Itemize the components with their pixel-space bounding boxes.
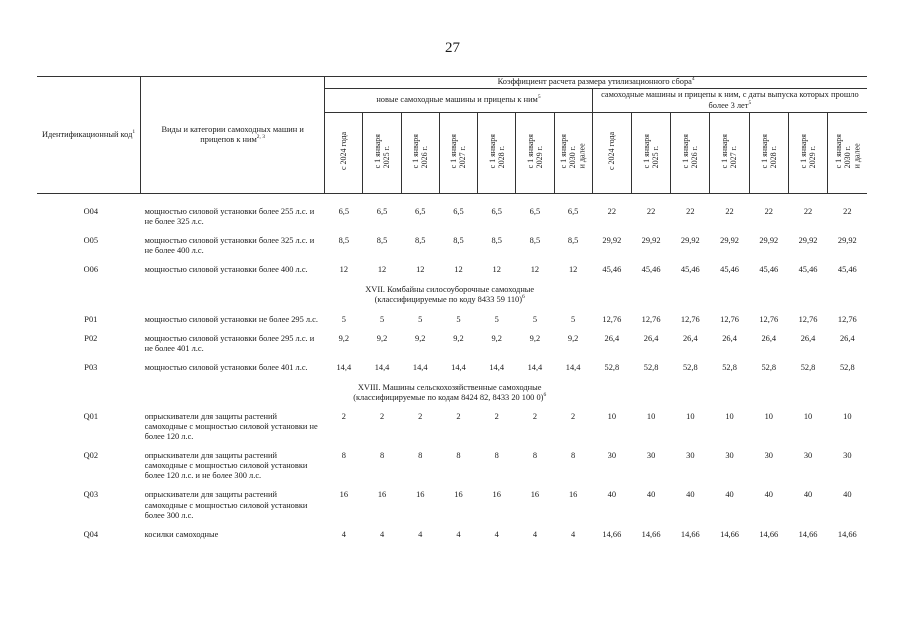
row-coefficient-value: 40 [686,490,695,500]
header-new-footnote: 5 [537,94,541,101]
header-year-label: с 1 января 2028 г. [759,134,778,169]
row-coefficient-value: 9,2 [491,333,502,343]
table-row [37,447,867,486]
row-coefficient-value: 9,2 [529,333,541,343]
section-footnote: 6 [522,294,525,301]
row-code: P02 [84,333,98,343]
header-year-old-6 [828,113,867,194]
row-coefficient-value: 8 [532,451,537,461]
row-coefficient-value: 40 [764,490,773,500]
row-coefficient-value: 52,8 [643,362,659,372]
row-coefficient-value: 30 [607,451,617,461]
table-row [37,311,867,330]
row-coefficient-value: 30 [646,451,656,461]
row-code: O05 [83,236,99,246]
row-coefficient-value: 14,4 [527,362,543,372]
section-codes: (классифицируемые по кодам 8424 82, 8433 20 100 0) [353,392,544,402]
row-coefficient-value: 6,5 [453,207,464,216]
header-year-label: с 1 января 2030 г. и далее [833,134,862,169]
row-coefficient-value: 5 [418,314,423,324]
row-coefficient-value: 52,8 [722,362,737,372]
row-coefficient-value: 26,4 [604,333,620,343]
row-coefficient-value: 5 [341,314,346,324]
row-coefficient-value: 8,5 [453,236,464,246]
row-coefficient-value: 26,4 [839,333,855,343]
header-year-label: с 1 января 2025 г. [372,134,392,169]
row-coefficient-value: 52,8 [604,362,620,372]
row-coefficient-value: 52,8 [761,362,777,372]
row-coefficient-value: 40 [843,490,852,500]
row-coefficient-value: 14,66 [798,529,818,539]
section-heading [325,280,867,310]
row-coefficient-value: 8,5 [338,236,350,246]
row-coefficient-value: 26,4 [722,333,737,343]
row-coefficient-value: 40 [607,490,617,500]
row-coefficient-value: 12,76 [680,314,700,324]
header-year-new-2 [401,113,439,194]
row-coefficient-value: 45,46 [759,265,779,275]
table-row [37,232,867,261]
row-coefficient-value: 10 [607,412,617,422]
row-coefficient-value: 8 [456,451,461,461]
row-coefficient-value: 14,66 [641,529,661,539]
table-row [37,486,867,525]
row-coefficient-value: 6,5 [338,207,350,216]
row-coefficient-value: 52,8 [839,362,855,372]
row-coefficient-value: 16 [530,490,540,500]
row-coefficient-value: 29,92 [759,236,779,246]
header-coefficient-footnote: 4 [691,76,695,83]
row-coefficient-value: 14,4 [565,362,581,372]
row-coefficient-value: 9,2 [338,333,350,343]
row-coefficient-value: 2 [456,412,461,422]
header-year-label: с 1 января 2025 г. [641,134,661,169]
row-coefficient-value: 10 [686,412,695,422]
row-coefficient-value: 2 [379,412,385,422]
table-row [37,194,867,233]
row-coefficient-value: 12 [377,265,387,275]
row-coefficient-value: 22 [646,207,656,216]
row-coefficient-value: 5 [379,314,385,324]
row-code: O04 [83,207,99,216]
section-heading [325,378,867,408]
row-description: опрыскиватели для защиты растений самоходные с мощностью силовой установки более 300 л.с. [144,490,308,520]
utilization-fee-table [37,76,867,545]
header-year-label: с 1 января 2028 г. [487,134,506,169]
row-coefficient-value: 16 [568,490,578,500]
row-coefficient-value: 5 [532,314,537,324]
row-coefficient-value: 14,4 [451,362,466,372]
page-number: 27 [445,40,460,56]
header-id-label: Идентификационный код [41,129,133,139]
row-coefficient-value: 16 [492,490,501,500]
row-coefficient-value: 26,4 [682,333,698,343]
row-coefficient-value: 4 [494,529,499,539]
row-coefficient-value: 29,92 [602,236,622,246]
header-category-label: Виды и категории самоходных машин и прицепов к ним [161,124,304,144]
row-coefficient-value: 22 [764,207,773,216]
table-row [37,526,867,545]
table-header [37,77,867,194]
row-coefficient-value: 2 [418,412,423,422]
row-coefficient-value: 6,5 [491,207,502,216]
header-coefficient-label: Коэффициент расчета размера утилизационного сбора [497,77,692,87]
row-coefficient-value: 16 [377,490,387,500]
row-description: мощностью силовой установки более 255 л.с. и не более 325 л.с. [144,207,315,227]
row-coefficient-value: 12,76 [759,314,779,324]
row-coefficient-value: 12 [416,265,425,275]
row-description: мощностью силовой установки более 400 л.с. [144,265,308,275]
row-coefficient-value: 12 [339,265,348,275]
row-coefficient-value: 29,92 [680,236,700,246]
row-coefficient-value: 29,92 [837,236,857,246]
header-category-footnote: 2, 3 [256,134,266,141]
row-code: Q04 [83,529,99,539]
row-coefficient-value: 22 [686,207,695,216]
row-coefficient-value: 6,5 [415,207,426,216]
row-coefficient-value: 4 [341,529,346,539]
row-coefficient-value: 52,8 [682,362,698,372]
section-footnote: 6 [543,392,547,399]
row-coefficient-value: 8 [341,451,346,461]
row-coefficient-value: 14,66 [680,529,700,539]
row-code: O06 [83,265,99,275]
row-coefficient-value: 5 [571,314,576,324]
row-coefficient-value: 9,2 [567,333,579,343]
row-coefficient-value: 45,46 [680,265,700,275]
table-row [37,330,867,359]
row-coefficient-value: 29,92 [641,236,661,246]
header-year-label: с 1 января 2026 г. [681,134,700,169]
row-description: опрыскиватели для защиты растений самоходные с мощностью силовой установки не более 120 л.с. [144,412,318,442]
row-coefficient-value: 5 [494,314,499,324]
row-coefficient-value: 45,46 [720,265,739,275]
row-coefficient-value: 30 [686,451,695,461]
row-coefficient-value: 12,76 [837,314,857,324]
header-year-label: с 1 января 2030 г. и далее [559,134,587,169]
row-coefficient-value: 4 [418,529,423,539]
row-coefficient-value: 30 [843,451,852,461]
table-row [37,408,867,447]
row-coefficient-value: 4 [532,529,537,539]
row-coefficient-value: 14,4 [374,362,390,372]
row-description: опрыскиватели для защиты растений самоходные с мощностью силовой установки более 120 л.с. и не более 300 л.с. [144,451,308,481]
header-year-old-0 [592,113,631,194]
header-year-old-3 [710,113,749,194]
header-new-machines [325,89,593,113]
section-heading-row [37,378,867,408]
row-coefficient-value: 14,4 [336,362,352,372]
row-coefficient-value: 2 [532,412,537,422]
row-code: Q01 [83,412,99,422]
row-coefficient-value: 4 [379,529,385,539]
header-year-new-6 [554,113,592,194]
table-row [37,261,867,280]
row-coefficient-value: 4 [456,529,461,539]
row-coefficient-value: 22 [607,207,617,216]
header-new-label: новые самоходные машины и прицепы к ним [376,95,538,105]
row-coefficient-value: 9,2 [453,333,464,343]
row-coefficient-value: 8 [379,451,385,461]
header-year-new-3 [439,113,477,194]
row-coefficient-value: 14,66 [602,529,622,539]
row-coefficient-value: 9,2 [415,333,426,343]
row-coefficient-value: 8,5 [376,236,388,246]
row-coefficient-value: 6,5 [567,207,579,216]
row-coefficient-value: 8 [418,451,423,461]
row-coefficient-value: 12,76 [798,314,818,324]
row-coefficient-value: 29,92 [720,236,739,246]
section-heading-row [37,280,867,310]
header-id-code [37,77,141,194]
row-coefficient-value: 40 [646,490,656,500]
row-coefficient-value: 45,46 [641,265,661,275]
row-coefficient-value: 4 [571,529,576,539]
row-coefficient-value: 45,46 [798,265,818,275]
header-id-footnote: 1 [132,129,136,136]
row-coefficient-value: 30 [725,451,734,461]
header-old-footnote: 5 [748,99,752,106]
row-coefficient-value: 26,4 [643,333,659,343]
table-body [37,194,867,545]
header-old-label: самоходные машины и прицепы к ним, с даты выпуска которых прошло более 3 лет [601,90,859,110]
row-description: мощностью силовой установки более 325 л.с. и не более 400 л.с. [144,236,315,256]
row-coefficient-value: 14,66 [837,529,857,539]
row-description: мощностью силовой установки более 401 л.с. [144,362,308,372]
row-code: Q02 [83,451,99,461]
header-category [141,77,325,194]
row-coefficient-value: 26,4 [761,333,777,343]
row-coefficient-value: 22 [843,207,852,216]
row-coefficient-value: 45,46 [602,265,622,275]
row-coefficient-value: 8,5 [529,236,541,246]
row-coefficient-value: 12,76 [641,314,661,324]
row-coefficient-value: 10 [764,412,773,422]
row-coefficient-value: 8,5 [415,236,426,246]
row-coefficient-value: 6,5 [529,207,541,216]
row-description: мощностью силовой установки более 295 л.с. и не более 401 л.с. [144,333,315,353]
row-description: мощностью силовой установки не более 295 л.с. [144,314,318,324]
header-year-label: с 1 января 2029 г. [525,134,544,169]
header-year-new-5 [516,113,554,194]
row-coefficient-value: 14,66 [759,529,779,539]
header-year-new-1 [363,113,401,194]
row-code: P03 [84,362,98,372]
row-coefficient-value: 2 [341,412,346,422]
row-coefficient-value: 12 [454,265,463,275]
row-coefficient-value: 45,46 [837,265,857,275]
section-title: XVII. Комбайны силосоуборочные самоходные [365,285,535,295]
row-coefficient-value: 12 [568,265,578,275]
header-year-label: с 2024 года [607,132,617,171]
row-coefficient-value: 10 [725,412,734,422]
section-title: XVIII. Машины сельскохозяйственные самоходные [357,382,542,392]
header-year-old-5 [788,113,827,194]
row-coefficient-value: 2 [494,412,499,422]
row-coefficient-value: 10 [803,412,813,422]
header-year-label: с 1 января 2026 г. [411,134,430,169]
header-year-old-2 [671,113,710,194]
row-coefficient-value: 26,4 [800,333,816,343]
row-coefficient-value: 12 [530,265,540,275]
row-coefficient-value: 30 [764,451,773,461]
header-year-new-0 [325,113,363,194]
row-coefficient-value: 8,5 [491,236,502,246]
row-code: Q03 [83,490,99,500]
row-coefficient-value: 16 [454,490,463,500]
row-coefficient-value: 8 [494,451,499,461]
row-coefficient-value: 6,5 [376,207,388,216]
header-coefficient [325,77,867,89]
row-coefficient-value: 40 [803,490,813,500]
row-code: P01 [84,314,98,324]
row-coefficient-value: 2 [571,412,576,422]
row-description: косилки самоходные [144,529,219,539]
header-old-machines [592,89,867,113]
row-coefficient-value: 14,4 [489,362,505,372]
header-year-label: с 1 января 2027 г. [449,134,468,169]
row-coefficient-value: 30 [803,451,813,461]
row-coefficient-value: 8 [571,451,576,461]
header-year-label: с 2024 года [339,132,349,171]
row-coefficient-value: 12,76 [602,314,622,324]
row-coefficient-value: 14,66 [720,529,739,539]
header-year-label: с 1 января 2027 г. [720,134,739,169]
row-coefficient-value: 10 [843,412,852,422]
row-coefficient-value: 40 [725,490,734,500]
row-coefficient-value: 22 [725,207,734,216]
row-coefficient-value: 9,2 [376,333,388,343]
header-year-new-4 [478,113,516,194]
section-codes: (классифицируемые по коду 8433 59 110) [374,295,523,305]
row-coefficient-value: 12,76 [720,314,739,324]
header-year-old-1 [631,113,670,194]
row-coefficient-value: 8,5 [567,236,579,246]
row-coefficient-value: 16 [416,490,425,500]
row-coefficient-value: 16 [339,490,348,500]
row-coefficient-value: 12 [492,265,501,275]
row-coefficient-value: 29,92 [798,236,818,246]
row-coefficient-value: 22 [803,207,813,216]
header-year-old-4 [749,113,788,194]
row-coefficient-value: 5 [456,314,461,324]
row-coefficient-value: 14,4 [412,362,428,372]
table-row [37,359,867,378]
row-coefficient-value: 52,8 [800,362,816,372]
row-coefficient-value: 10 [646,412,656,422]
header-year-label: с 1 января 2029 г. [798,134,818,169]
